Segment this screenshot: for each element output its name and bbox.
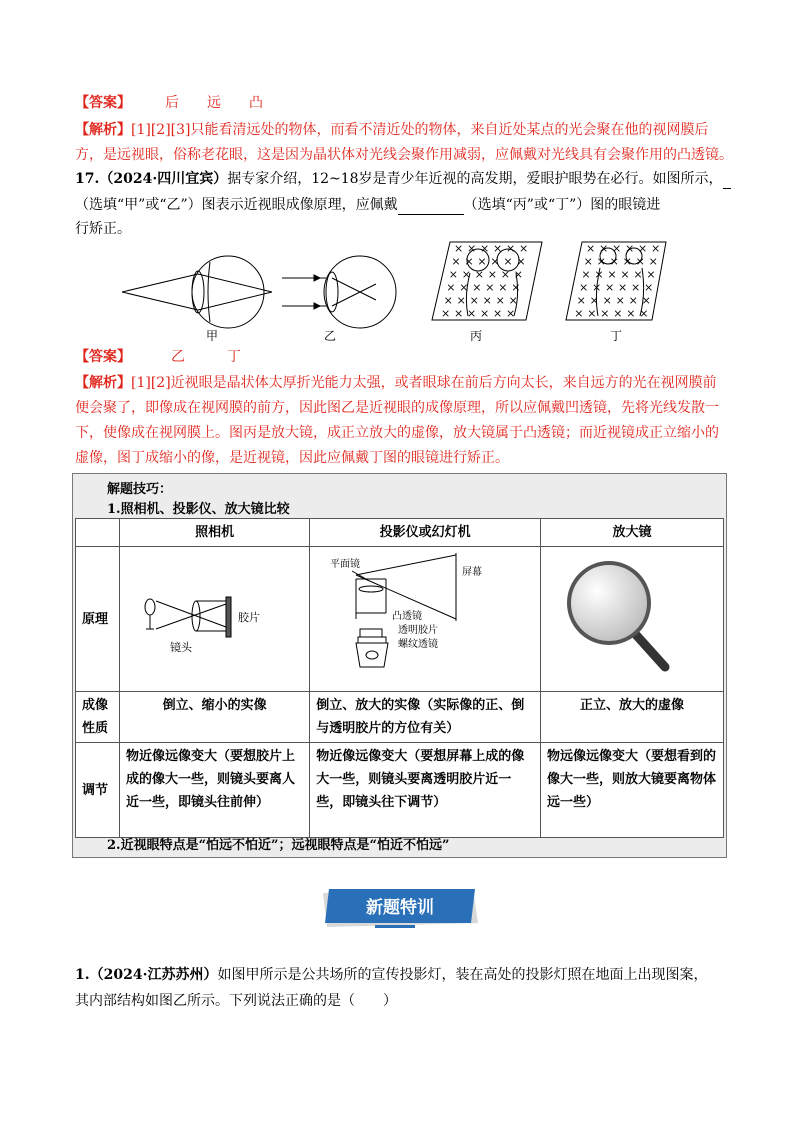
- cross-mark: ×: [586, 242, 596, 255]
- cross-mark: ×: [620, 268, 630, 281]
- cross-mark: ×: [469, 294, 479, 307]
- cross-mark: ×: [646, 268, 656, 281]
- row-label-nature: 成像 性质: [76, 692, 120, 743]
- cross-mark: ×: [454, 242, 464, 255]
- cross-mark: ×: [587, 307, 597, 320]
- section-banner: [323, 887, 478, 931]
- cross-mark: ×: [474, 268, 485, 281]
- question-source: （2024·四川宜宾）: [99, 171, 228, 187]
- table-header-row: [76, 519, 724, 547]
- label-plane-mirror: 平面镜: [330, 559, 361, 570]
- cross-mark: ×: [456, 294, 466, 307]
- adjust-camera: 物近像远像变大（要想胶片上成的像大一些，则镜头要离人近一些，即镜头往前伸）: [120, 743, 310, 838]
- fig-label-ding: 丁: [610, 329, 623, 343]
- cross-mark: ×: [482, 294, 492, 307]
- cross-mark: ×: [506, 242, 516, 255]
- answer-blank-2: [398, 198, 464, 215]
- cross-mark: ×: [477, 255, 487, 268]
- cross-mark: ×: [617, 281, 628, 294]
- nature-magnifier: 正立、放大的虚像: [541, 692, 724, 743]
- question-number: 17.: [75, 171, 100, 187]
- cross-mark: ×: [612, 242, 622, 255]
- cross-mark: ×: [441, 307, 451, 320]
- banner-graphic: [323, 887, 478, 931]
- cross-mark: ×: [602, 294, 612, 307]
- cross-mark: ×: [490, 255, 500, 268]
- cross-mark: ×: [448, 268, 459, 281]
- label-lens: 镜头: [170, 641, 192, 654]
- cross-mark: ×: [609, 255, 619, 268]
- magnifier-icon: [547, 549, 717, 681]
- eye-and-lens-figure: [110, 238, 670, 348]
- cross-mark: ×: [576, 294, 586, 307]
- cross-mark: ×: [454, 307, 464, 320]
- label-film: 胶片: [238, 611, 260, 624]
- answer-values: 后 远 凸: [165, 95, 263, 111]
- cross-mark: ×: [451, 255, 461, 268]
- cross-mark: ×: [513, 268, 524, 281]
- question-number: 1.: [75, 967, 90, 983]
- header-magnifier: 放大镜: [541, 519, 724, 547]
- cross-mark: ×: [630, 281, 641, 294]
- label-convex-lens: 凸透镜: [392, 611, 423, 622]
- row-label-principle: 原理: [76, 547, 120, 692]
- question-text: 据专家介绍，12~18岁是青少年近视的高发期，爱眼护眼势在必行。如图所示，: [227, 171, 723, 187]
- cross-mark: ×: [459, 281, 469, 294]
- question-17-line-1: [75, 169, 731, 189]
- cross-mark: ×: [485, 281, 495, 294]
- fig-label-bing: 丙: [470, 329, 483, 343]
- problem-solving-tips-box: [72, 473, 727, 858]
- projector-diagram-cell: [310, 547, 541, 692]
- cross-mark: ×: [626, 307, 636, 320]
- banner-title: 新题特训: [366, 898, 434, 918]
- header-projector: 投影仪或幻灯机: [310, 519, 541, 547]
- cross-mark: ×: [607, 268, 617, 281]
- analysis-2-line-3: 下，使像成在视网膜上。图丙是放大镜，成正立放大的虚像，放大镜属于凸透镜；而近视镜成正立缩小的: [75, 425, 719, 441]
- analysis-label: 【解析】: [75, 375, 131, 391]
- question-source: （2024·江苏苏州）: [89, 967, 218, 983]
- question-17-line-3: 行矫正。: [75, 221, 131, 237]
- cross-mark: ×: [467, 307, 477, 320]
- table-row-nature: [76, 692, 724, 743]
- cross-mark: ×: [574, 307, 584, 320]
- magnifier-diagram-cell: [541, 547, 724, 692]
- cross-mark: ×: [487, 268, 498, 281]
- cross-mark: ×: [628, 294, 638, 307]
- cross-mark: ×: [508, 294, 518, 307]
- answer-label: 【答案】: [75, 95, 131, 111]
- cross-mark: ×: [516, 255, 526, 268]
- cross-mark: ×: [581, 268, 591, 281]
- cross-mark: ×: [651, 242, 661, 255]
- table-row-principle: [76, 547, 724, 692]
- tips-note: 2.近视眼特点是“怕远不怕近”；远视眼特点是“怕近不怕远”: [107, 838, 450, 853]
- fig-label-jia: 甲: [206, 329, 219, 343]
- answer-values: 乙 丁: [171, 349, 241, 365]
- cross-mark: ×: [464, 255, 474, 268]
- question-1-line-2: 其内部结构如图乙所示。下列说法正确的是（ ）: [75, 993, 397, 1009]
- tips-subtitle: 1.照相机、投影仪、放大镜比较: [107, 502, 290, 517]
- adjust-magnifier: 物远像远像变大（要想看到的像大一些，则放大镜要离物体远一些）: [541, 743, 724, 838]
- cross-mark: ×: [500, 268, 511, 281]
- analysis-1-text-1: [1][2][3]只能看清远处的物体，而看不清近处的物体，来自近处某点的光会聚在他的视网膜后: [131, 122, 709, 138]
- cross-mark: ×: [480, 307, 490, 320]
- cross-mark: ×: [443, 294, 453, 307]
- cross-mark: ×: [503, 255, 513, 268]
- question-text-2b: （选填“丙”或“丁”）图的眼镜进: [463, 197, 661, 213]
- adjust-projector: 物近像远像变大（要想屏幕上成的像大一些，则镜头要离透明胶片近一些，即镜头往下调节）: [310, 743, 541, 838]
- cross-mark: ×: [589, 294, 599, 307]
- cross-mark: ×: [633, 268, 643, 281]
- cross-mark: ×: [519, 242, 529, 255]
- cross-mark: ×: [635, 255, 645, 268]
- cross-mark: ×: [480, 242, 490, 255]
- cross-mark: ×: [625, 242, 635, 255]
- cross-mark: ×: [467, 242, 477, 255]
- label-screen: 屏幕: [462, 567, 483, 578]
- cross-mark: ×: [493, 307, 503, 320]
- analysis-2-line-2: 便会聚了，即像成在视网膜的前方，因此图乙是近视眼的成像原理，所以应佩戴凹透镜，先将光线发散一: [75, 400, 719, 416]
- header-camera: 照相机: [120, 519, 310, 547]
- cross-mark: ×: [648, 255, 658, 268]
- tips-title: 解题技巧：: [107, 482, 173, 497]
- question-17-line-2: [75, 195, 660, 215]
- cross-mark: ×: [643, 281, 654, 294]
- cross-mark: ×: [638, 242, 648, 255]
- cross-mark: ×: [578, 281, 589, 294]
- cross-mark: ×: [461, 268, 472, 281]
- cross-mark: ×: [511, 281, 521, 294]
- cross-mark: ×: [495, 294, 505, 307]
- analysis-1-line-1: [75, 120, 709, 140]
- camera-diagram: [126, 549, 296, 681]
- cross-mark: ×: [599, 242, 609, 255]
- cross-mark: ×: [591, 281, 602, 294]
- fig-label-yi: 乙: [324, 329, 337, 343]
- row-label-adjust: 调节: [76, 743, 120, 838]
- nature-projector: 倒立、放大的实像（实际像的正、倒与透明胶片的方位有关）: [310, 692, 541, 743]
- cross-mark: ×: [594, 268, 604, 281]
- analysis-2-line-4: 虚像，图丁成缩小的像，是近视镜，因此应佩戴丁图的眼镜进行矫正。: [75, 450, 509, 466]
- projector-diagram: [316, 549, 526, 681]
- question-1-line-1: [75, 965, 707, 985]
- analysis-label: 【解析】: [75, 122, 131, 138]
- answer-line-1: [75, 93, 263, 113]
- analysis-2-line-1: [75, 373, 717, 393]
- table-row-adjust: [76, 743, 724, 838]
- analysis-1-line-2: 方，是远视眼，俗称老花眼，这是因为晶状体对光线会聚作用减弱，应佩戴对光线具有会聚作用的凸透镜。: [75, 147, 733, 163]
- analysis-2-text-1: [1][2]近视眼是晶状体太厚折光能力太强，或者眼球在前后方向太长，来自远方的光在视网膜前: [131, 375, 717, 391]
- cross-mark: ×: [639, 307, 649, 320]
- cross-mark: ×: [596, 255, 606, 268]
- cross-pattern: [441, 242, 660, 320]
- cross-mark: ×: [446, 281, 456, 294]
- cross-mark: ×: [600, 307, 610, 320]
- label-slide: 透明胶片: [398, 625, 439, 636]
- cross-mark: ×: [472, 281, 482, 294]
- answer-blank-1: [723, 188, 731, 189]
- eye-diagram-yi: [282, 256, 396, 328]
- answer-label: 【答案】: [75, 349, 131, 365]
- cross-mark: ×: [506, 307, 516, 320]
- cross-mark: ×: [498, 281, 508, 294]
- label-fresnel-lens: 螺纹透镜: [398, 639, 439, 650]
- cross-mark: ×: [641, 294, 651, 307]
- answer-line-2: [75, 347, 241, 367]
- nature-camera: 倒立、缩小的实像: [120, 692, 310, 743]
- cross-mark: ×: [613, 307, 623, 320]
- cross-mark: ×: [622, 255, 632, 268]
- cross-mark: ×: [615, 294, 625, 307]
- eye-diagram-jia: [122, 256, 272, 328]
- question-text: 如图甲所示是公共场所的宣传投影灯，装在高处的投影灯照在地面上出现图案，: [217, 967, 708, 983]
- camera-diagram-cell: [120, 547, 310, 692]
- cross-mark: ×: [583, 255, 593, 268]
- question-text-2a: （选填“甲”或“乙”）图表示近视眼成像原理，应佩戴: [75, 197, 398, 213]
- cross-mark: ×: [493, 242, 503, 255]
- cross-mark: ×: [604, 281, 615, 294]
- comparison-table: [75, 518, 724, 838]
